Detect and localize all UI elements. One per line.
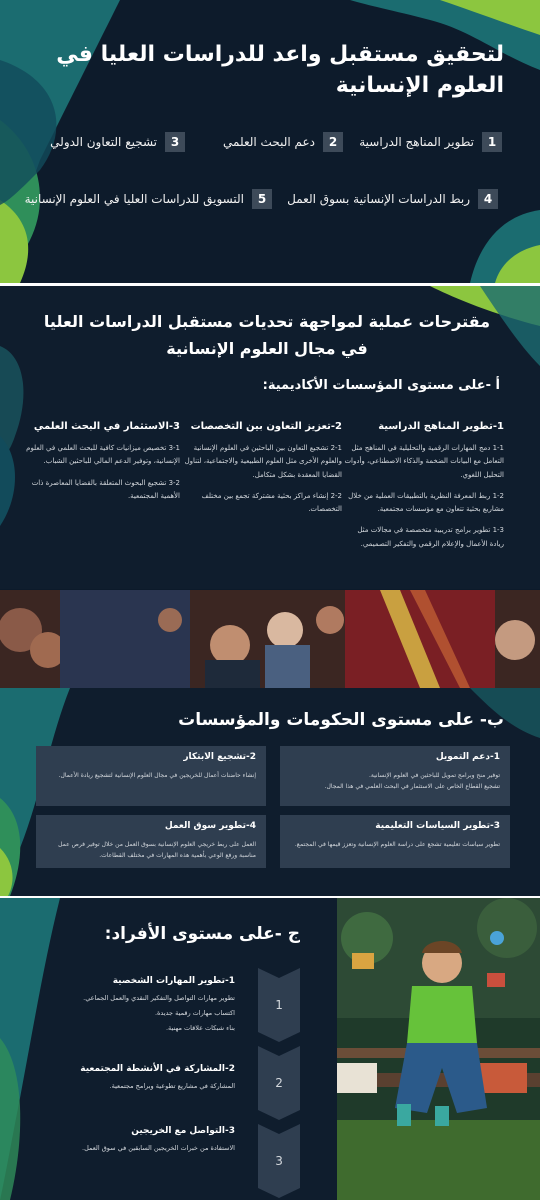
proposal-column-1 <box>344 421 504 559</box>
card-heading: 2-تشجيع الابتكار <box>183 752 256 762</box>
card-line: العمل على ربط خريجي العلوم الإنسانية بسوق العمل من خلال توفير فرص عمل مناسبة ورفع الوعي بأهمية هذه المهارات في مختلف القطاعات. <box>58 841 256 860</box>
goal-label: دعم البحث العلمي <box>223 135 315 149</box>
government-section <box>0 688 540 896</box>
group-heading: 2-المشاركة في الأنشطة المجتمعية <box>80 1064 235 1074</box>
card-line: تطوير سياسات تعليمية تشجع على دراسة العلوم الإنسانية وتعزز قيمها في المجتمع. <box>294 841 500 848</box>
card-line: تشجيع القطاع الخاص على الاستثمار في البحث العلمي في هذا المجال. <box>324 783 500 791</box>
gov-card-2 <box>36 746 266 806</box>
goal-label: التسويق للدراسات العليا في العلوم الإنسانية <box>24 192 244 206</box>
step-number: 1 <box>275 998 283 1012</box>
card-line: توفير منح وبرامج تمويل للباحثين في العلوم الإنسانية. <box>368 772 500 779</box>
card-heading: 3-تطوير السياسات التعليمية <box>375 821 500 831</box>
proposal-column-3 <box>20 421 180 511</box>
column-heading: 3-الاستثمار في البحث العلمي <box>33 421 180 432</box>
individuals-section <box>0 898 540 1200</box>
academic-proposals-section <box>0 286 540 589</box>
column-paragraph: 3-2 تشجيع البحوث المتعلقة بالقضايا المعاصرة ذات الأهمية المجتمعية. <box>31 478 180 500</box>
goal-number: 2 <box>323 132 343 152</box>
goal-number: 1 <box>482 132 502 152</box>
section-divider <box>0 896 540 898</box>
step-chevron-1 <box>258 968 300 1042</box>
goal-item-5 <box>25 189 272 209</box>
goal-number: 4 <box>478 189 498 209</box>
section-title: ج -على مستوى الأفراد: <box>104 924 300 944</box>
goal-number: 3 <box>165 132 185 152</box>
column-paragraph: 1-2 ربط المعرفة النظرية بالتطبيقات العملية من خلال مشاريع بحثية تتعاون مع مؤسسات مجتمعية. <box>348 491 504 514</box>
group-line: المشاركة في مشاريع تطوعية وبرامج مجتمعية. <box>109 1082 235 1090</box>
crowd-illustration <box>0 590 540 688</box>
column-paragraph: 2-2 إنشاء مراكز بحثية مشتركة تجمع بين مختلف التخصصات. <box>201 491 342 514</box>
card-line: إنشاء حاضنات أعمال للخريجين في مجال العلوم الإنسانية لتشجيع ريادة الأعمال. <box>58 772 256 779</box>
card-heading: 4-تطوير سوق العمل <box>164 821 256 831</box>
gov-card-3 <box>280 815 510 868</box>
gov-card-4 <box>36 815 266 868</box>
goal-label: تطوير المناهج الدراسية <box>359 135 474 149</box>
group-heading: 1-تطوير المهارات الشخصية <box>112 976 235 986</box>
section-title: ب- على مستوى الحكومات والمؤسسات <box>178 710 504 730</box>
page-title: لتحقيق مستقبل واعد للدراسات العليا في العلوم الإنسانية <box>56 42 504 98</box>
step-indicator <box>258 968 300 1200</box>
column-paragraph: 1-3 تطوير برامج تدريبية متخصصة في مجالات مثل ريادة الأعمال والإعلام الرقمي والتفكير التصميمي. <box>357 526 504 548</box>
goal-item-1 <box>359 132 502 152</box>
individual-group-2 <box>15 1064 235 1097</box>
column-heading: 1-تطوير المناهج الدراسية <box>378 421 504 432</box>
section-divider <box>0 283 540 286</box>
column-heading: 2-تعزيز التعاون بين التخصصات <box>190 421 342 432</box>
goal-number: 5 <box>252 189 272 209</box>
step-chevron-3 <box>258 1124 300 1198</box>
step-number: 2 <box>275 1076 283 1090</box>
crowd-photo <box>0 590 540 688</box>
individual-group-1 <box>15 976 235 1039</box>
section-subtitle: أ -على مستوى المؤسسات الأكاديمية: <box>262 378 500 393</box>
step-number: 3 <box>275 1154 283 1168</box>
card-heading: 1-دعم التمويل <box>435 752 500 762</box>
individual-group-3 <box>15 1126 235 1159</box>
group-heading: 3-التواصل مع الخريجين <box>131 1126 235 1136</box>
proposal-column-2 <box>182 421 342 524</box>
gov-card-1 <box>280 746 510 806</box>
goal-label: ربط الدراسات الإنسانية بسوق العمل <box>287 192 470 206</box>
group-line: تطوير مهارات التواصل والتفكير النقدي والعمل الجماعي. <box>83 994 235 1002</box>
column-paragraph: 2-1 تشجيع التعاون بين الباحثين في العلوم الإنسانية والعلوم الأخرى مثل العلوم الطبيعية والاجتماعية، لتناول القضايا المعقدة بشكل متكامل. <box>184 444 342 479</box>
column-paragraph: 1-1 دمج المهارات الرقمية والتحليلية في المناهج مثل التعامل مع البيانات الضخمة والذكاء الاصطناعي، وأدوات التحليل اللغوي. <box>344 444 504 479</box>
student-illustration <box>337 898 540 1200</box>
hero-section <box>0 0 540 283</box>
goal-item-4 <box>287 189 498 209</box>
column-paragraph: 3-1 تخصيص ميزانيات كافية للبحث العلمي في العلوم الإنسانية، وتوفير الدعم المالي للباحثين الشباب. <box>26 444 180 466</box>
goal-item-2 <box>223 132 343 152</box>
step-chevron-2 <box>258 1046 300 1120</box>
goal-label: تشجيع التعاون الدولي <box>50 135 157 149</box>
goal-item-3 <box>50 132 185 152</box>
group-line: بناء شبكات علاقات مهنية. <box>165 1024 235 1032</box>
group-line: اكتساب مهارات رقمية جديدة. <box>154 1009 235 1017</box>
section-title: مقترحات عملية لمواجهة تحديات مستقبل الدراسات العليا في مجال العلوم الإنسانية <box>43 312 491 359</box>
group-line: الاستفادة من خبرات الخريجين السابقين في سوق العمل. <box>82 1144 235 1152</box>
